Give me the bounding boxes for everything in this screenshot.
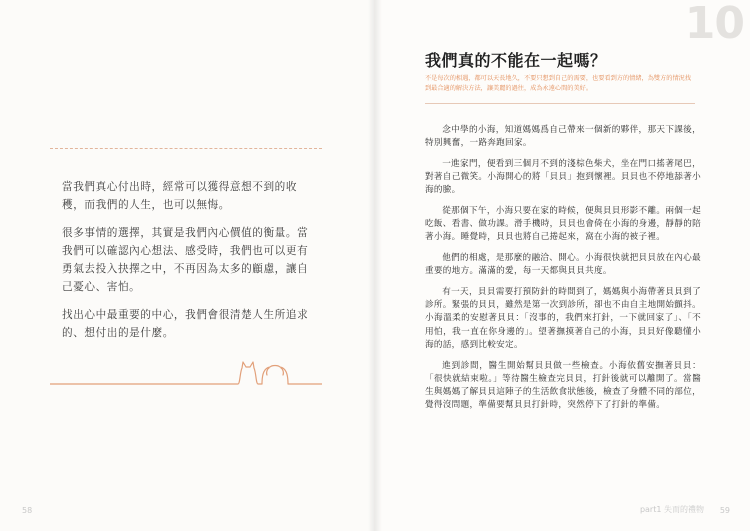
left-quote-block [62, 178, 314, 352]
dashed-divider [50, 148, 322, 149]
intro-divider [425, 103, 695, 104]
left-paragraph: 找出心中最重要的中心，我們會很清楚人生所追求的、想付出的是什麼。 [62, 309, 309, 339]
story-paragraph: 念中學的小海，知道媽媽爲自己帶來一個新的夥伴，那天下課後，特別興奮，一路奔跑回家。 [425, 125, 701, 149]
left-paragraph: 很多事情的選擇，其實是我們內心價值的衡量。當我們可以確認內心想法、感受時，我們也可以更有勇氣去投入抉擇之中，不再因為太多的顧慮，讓自己憂心、害怕。 [62, 227, 309, 293]
story-paragraph: 進到診間，醫生開始幫貝貝做一些檢查。小海依舊安撫著貝貝：「很快就結束啦。」等待醫生檢查完貝貝，打針後就可以離開了。當醫生與媽媽了解貝貝這陣子的生活飲食狀態後，檢查了身體不同的部位，覺得沒問題，準備要幫貝貝打針時，突然停下了打針的準備。 [425, 360, 701, 411]
right-page [375, 0, 750, 531]
cat-dog-line-illustration [50, 356, 322, 386]
left-paragraph: 當我們真心付出時，經常可以獲得意想不到的收穫，而我們的人生，也可以無悔。 [62, 181, 298, 211]
story-paragraph: 他們的相處，是那麼的融洽、開心。小海很快就把貝貝放在內心最重要的地方。滿滿的愛，每一天都與貝貝共度。 [425, 253, 701, 277]
story-body [425, 124, 701, 420]
chapter-intro: 不是每次的相遇，都可以天長地久，不要只想到自己的需要，也要看到方的情緒，為雙方的情況找到最合適的解決方法，讓美麗的過往，成為永遠心間的美好。 [425, 75, 692, 92]
story-paragraph: 從那個下午，小海只要在家的時候，便與貝貝形影不離。兩個一起吃飯、看書、做功課。滑手機時，貝貝也會倚在小海的身邊，靜靜的陪著小海。睡覺時，貝貝也將自己捲起來，窩在小海的被子裡。 [425, 206, 701, 243]
page-number: 59 [719, 506, 730, 515]
story-paragraph: 一進家門，便看到三個月不到的淺棕色柴犬，坐在門口搖著尾巴，對著自己微笑。小海開心的將「貝貝」抱到懷裡。貝貝也不停地舔著小海的臉。 [425, 158, 701, 196]
chapter-title: 我們真的不能在一起嗎？ [425, 51, 607, 70]
running-footer: part1 失而的禮物 [639, 505, 704, 514]
book-gutter [368, 0, 382, 531]
chapter-number: 10 [684, 0, 744, 49]
page-number: 58 [22, 506, 33, 515]
story-paragraph: 有一天，貝貝需要打預防針的時間到了，媽媽與小海帶著貝貝到了診所。緊張的貝貝，雖然是第一次到診所，卻也不由自主地開始顫抖。小海溫柔的安慰著貝貝：「沒事的，我們來打針，一下就回家了」、「不用怕，我一直在你身邊的」。望著撫摸著自己的小海，貝貝好像聽懂小海的話，感到比較安定。 [425, 287, 701, 350]
